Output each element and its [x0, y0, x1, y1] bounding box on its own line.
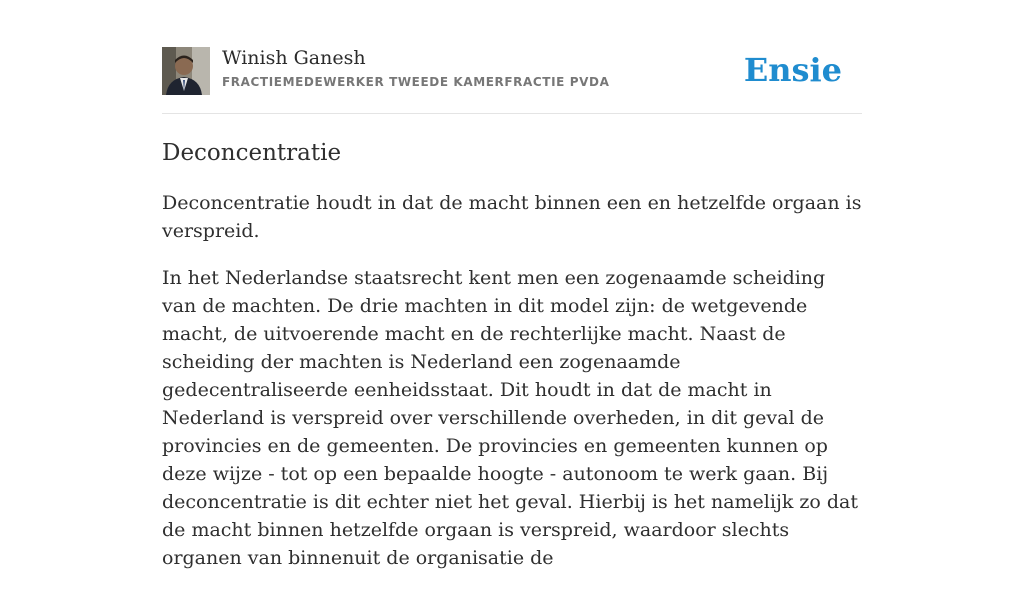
avatar[interactable] — [162, 47, 210, 95]
author-role: FRACTIEMEDEWERKER TWEEDE KAMERFRACTIE PVDA — [222, 75, 610, 89]
author-name[interactable]: Winish Ganesh — [222, 47, 366, 69]
avatar-photo-icon — [162, 47, 210, 95]
article — [162, 137, 862, 591]
brand-logo[interactable]: Ensie — [743, 51, 842, 89]
article-paragraph: Deconcentratie houdt in dat de macht binnen een en hetzelfde orgaan is verspreid. — [162, 192, 862, 242]
article-title: Deconcentratie — [162, 140, 342, 166]
article-paragraph: In het Nederlandse staatsrecht kent men een zogenaamde scheiding van de machten. De drie machten in dit model zijn: de wetgevende macht, de uitvoerende macht en de rechterlijke macht. Naast de scheiding der machten is Nederland een zogenaamde gedecentraliseerde eenheidsstaat. Dit houdt in dat de macht in Nederland is verspreid over verschillende overheden, in dit geval de provincies en de gemeenten. De provincies en gemeenten kunnen op deze wijze - tot op een bepaalde hoogte - autonoom te werk gaan. Bij deconcentratie is dit echter niet het geval. Hierbij is het namelijk zo dat de macht binnen hetzelfde orgaan is verspreid, waardoor slechts organen van binnenuit de organisatie de — [162, 267, 859, 569]
header-divider — [162, 113, 862, 114]
author-header — [162, 46, 862, 96]
